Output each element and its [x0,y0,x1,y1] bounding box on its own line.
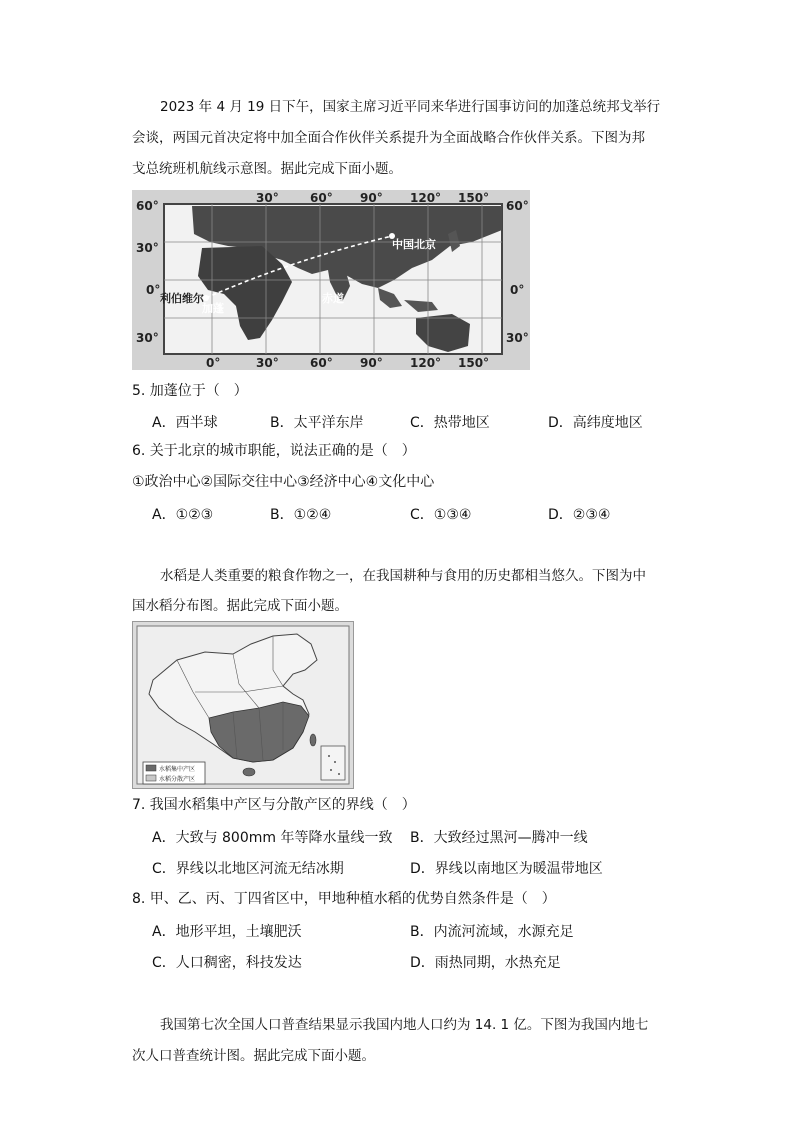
lat-right-60: 60° [506,199,529,213]
lat-left-30: 30° [136,241,159,255]
lat-right-30s: 30° [506,331,529,345]
lon-bottom-90: 90° [360,356,383,370]
flight-route-map [132,190,530,370]
q8-option-d: D．雨热同期，水热充足 [410,955,561,971]
lon-bottom-60: 60° [310,356,333,370]
passage1-line2: 会谈，两国元首决定将中加全面合作伙伴关系提升为全面战略合作伙伴关系。下图为邦 [132,130,645,146]
q5-option-d: D．高纬度地区 [548,415,643,431]
lat-left-30s: 30° [136,331,159,345]
label-libreville: 利伯维尔 [160,292,204,305]
lon-top-30: 30° [256,191,279,205]
legend-scattered: 水稻分散产区 [159,776,196,783]
q6-option-c: C．①③④ [410,507,472,523]
q6-stem: 6. 关于北京的城市职能，说法正确的是（ ） [132,443,416,459]
legend-concentrated: 水稻集中产区 [159,766,196,773]
passage2-line1: 水稻是人类重要的粮食作物之一，在我国耕种与食用的历史都相当悠久。下图为中 [160,568,646,584]
q7-option-a: A．大致与 800mm 年等降水量线一致 [152,830,393,846]
q7-option-d: D．界线以南地区为暖温带地区 [410,861,603,877]
q7-option-c: C．界线以北地区河流无结冰期 [152,861,344,877]
lon-top-120: 120° [410,191,442,205]
lon-bottom-30: 30° [256,356,279,370]
lon-bottom-0: 0° [206,356,221,370]
passage3-line1: 我国第七次全国人口普查结果显示我国内地人口约为 14. 1 亿。下图为我国内地七 [160,1017,649,1033]
q7-stem: 7. 我国水稻集中产区与分散产区的界线（ ） [132,797,416,813]
q8-option-c: C．人口稠密，科技发达 [152,955,302,971]
passage1-line3: 戈总统班机航线示意图。据此完成下面小题。 [132,161,402,177]
q5-option-b: B．太平洋东岸 [270,415,364,431]
lon-bottom-120: 120° [410,356,442,370]
q6-option-a: A．①②③ [152,507,214,523]
q8-option-b: B．内流河流域，水源充足 [410,924,574,940]
q5-option-c: C．热带地区 [410,415,490,431]
lon-top-60: 60° [310,191,333,205]
lon-top-90: 90° [360,191,383,205]
flight-route-map-svg [132,190,530,370]
passage1-line1: 2023 年 4 月 19 日下午，国家主席习近平同来华进行国事访问的加蓬总统邦戈举行 [160,99,661,115]
lat-left-60: 60° [136,199,159,213]
q8-option-a: A．地形平坦，土壤肥沃 [152,924,302,940]
china-rice-map [132,621,354,789]
q8-stem: 8. 甲、乙、丙、丁四省区中，甲地种植水稻的优势自然条件是（ ） [132,891,556,907]
q6-option-d: D．②③④ [548,507,611,523]
lon-bottom-150: 150° [458,356,490,370]
q7-option-b: B．大致经过黑河—腾冲一线 [410,830,588,846]
lat-right-0: 0° [510,283,525,297]
label-gabon: 加蓬 [202,302,224,315]
label-beijing: 中国北京 [392,238,436,251]
label-equator: 赤道 [322,292,344,305]
china-rice-map-svg [133,622,353,788]
q5-option-a: A．西半球 [152,415,218,431]
passage3-line2: 次人口普查统计图。据此完成下面小题。 [132,1048,375,1064]
q5-stem: 5. 加蓬位于（ ） [132,383,248,399]
q6-option-b: B．①②④ [270,507,332,523]
lat-left-0: 0° [146,283,161,297]
lon-top-150: 150° [458,191,490,205]
q6-items: ①政治中心②国际交往中心③经济中心④文化中心 [132,474,435,490]
passage2-line2: 国水稻分布图。据此完成下面小题。 [132,598,348,614]
